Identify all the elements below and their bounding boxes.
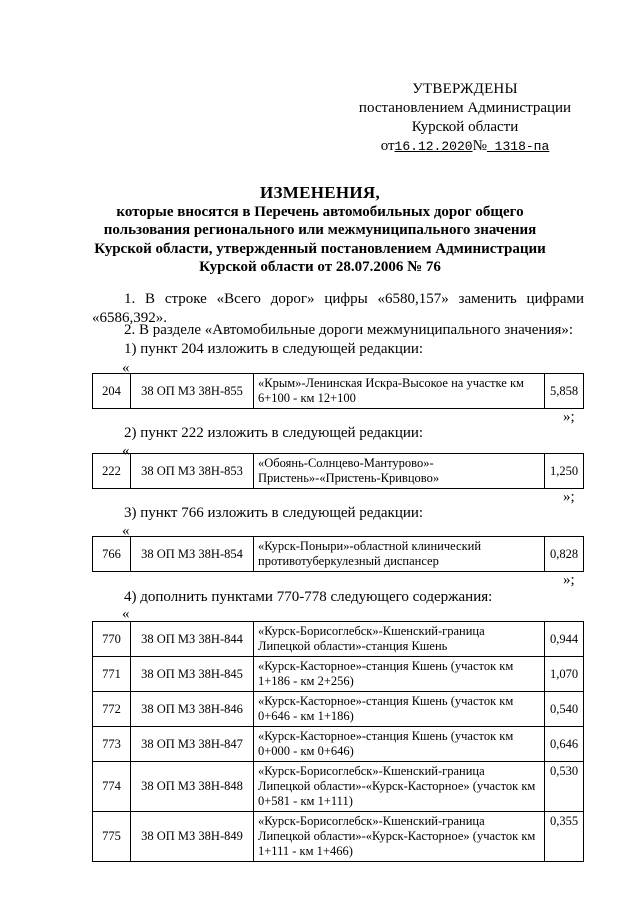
document-title [60, 184, 580, 277]
table-items-new [92, 621, 584, 862]
cell-num: 773 [93, 727, 131, 762]
title-line-4: Курской области от 28.07.2006 № 76 [199, 259, 441, 275]
title-line-3: Курской области, утвержденный постановлением Администрации [94, 240, 546, 257]
cell-code: 38 ОП МЗ 38Н-846 [131, 692, 254, 727]
cell-num: 766 [93, 537, 131, 572]
approval-number: 1318-па [486, 139, 550, 154]
subitem-4: 4) дополнить пунктами 770-778 следующего содержания: [124, 589, 493, 605]
table-row [93, 454, 584, 489]
title-main: ИЗМЕНЕНИЯ, [259, 183, 381, 202]
subitem-1: 1) пункт 204 изложить в следующей редакции: [124, 341, 424, 357]
cell-length: 1,070 [545, 657, 584, 692]
cell-length: 0,944 [545, 622, 584, 657]
cell-name: «Курск-Борисоглебск»-Кшенский-граница Липецкой области»-«Курск-Касторное» (участок км 1+111 - км 1+466) [254, 812, 545, 862]
approval-date-line [340, 137, 590, 156]
cell-code: 38 ОП МЗ 38Н-854 [131, 537, 254, 572]
cell-num: 775 [93, 812, 131, 862]
cell-name: «Курск-Борисоглебск»-Кшенский-граница Липецкой области»-«Курск-Касторное» (участок км 0+581 - км 1+111) [254, 762, 545, 812]
table-item-222 [92, 453, 584, 489]
approval-date: 16.12.2020 [394, 139, 473, 154]
approval-heading: УТВЕРЖДЕНЫ [412, 81, 518, 97]
title-line-2: пользования регионального или межмуниципального значения [103, 222, 537, 238]
cell-num: 772 [93, 692, 131, 727]
paragraph-1: 1. В строке «Всего дорог» цифры «6580,157» заменить цифрами «6586,392». [92, 291, 584, 326]
cell-length: 0,540 [545, 692, 584, 727]
cell-num: 770 [93, 622, 131, 657]
cell-name: «Обоянь-Солнцево-Мантурово»-Пристень»-«Пристень-Кривцово» [254, 454, 545, 489]
table-row [93, 622, 584, 657]
table-item-766 [92, 536, 584, 572]
cell-length: 5,858 [545, 374, 584, 409]
close-quote: »; [563, 572, 575, 588]
table-row [93, 762, 584, 812]
approval-line-2: Курской области [411, 119, 519, 135]
table-row [93, 692, 584, 727]
cell-code: 38 ОП МЗ 38Н-844 [131, 622, 254, 657]
cell-code: 38 ОП МЗ 38Н-849 [131, 812, 254, 862]
table-row [93, 537, 584, 572]
cell-name: «Курск-Касторное»-станция Кшень (участок км 0+646 - км 1+186) [254, 692, 545, 727]
cell-name: «Курск-Борисоглебск»-Кшенский-граница Липецкой области»-станция Кшень [254, 622, 545, 657]
cell-code: 38 ОП МЗ 38Н-845 [131, 657, 254, 692]
close-quote: »; [563, 489, 575, 505]
cell-code: 38 ОП МЗ 38Н-855 [131, 374, 254, 409]
cell-length: 1,250 [545, 454, 584, 489]
cell-code: 38 ОП МЗ 38Н-847 [131, 727, 254, 762]
paragraph-2: 2. В разделе «Автомобильные дороги межмуниципального значения»: [124, 322, 574, 338]
number-prefix: № [472, 138, 487, 154]
table-row [93, 657, 584, 692]
cell-code: 38 ОП МЗ 38Н-848 [131, 762, 254, 812]
open-quote: « [122, 360, 130, 376]
title-line-1: которые вносятся в Перечень автомобильных дорог общего [116, 203, 524, 220]
approval-line-1: постановлением Администрации [358, 100, 572, 116]
cell-length: 0,530 [545, 762, 584, 812]
cell-code: 38 ОП МЗ 38Н-853 [131, 454, 254, 489]
table-item-204 [92, 373, 584, 409]
cell-length: 0,646 [545, 727, 584, 762]
cell-num: 771 [93, 657, 131, 692]
table-row [93, 812, 584, 862]
date-prefix: от [380, 138, 395, 154]
cell-name: «Курск-Касторное»-станция Кшень (участок км 0+000 - км 0+646) [254, 727, 545, 762]
cell-length: 0,828 [545, 537, 584, 572]
open-quote: « [122, 443, 130, 459]
open-quote: « [122, 523, 130, 539]
open-quote: « [122, 606, 130, 622]
subitem-3: 3) пункт 766 изложить в следующей редакции: [124, 505, 424, 521]
subitem-2: 2) пункт 222 изложить в следующей редакции: [124, 425, 424, 441]
cell-num: 204 [93, 374, 131, 409]
table-row [93, 727, 584, 762]
cell-name: «Курск-Поныри»-областной клинический противотуберкулезный диспансер [254, 537, 545, 572]
cell-name: «Курск-Касторное»-станция Кшень (участок км 1+186 - км 2+256) [254, 657, 545, 692]
table-row [93, 374, 584, 409]
cell-num: 774 [93, 762, 131, 812]
close-quote: »; [563, 409, 575, 425]
cell-num: 222 [93, 454, 131, 489]
cell-length: 0,355 [545, 812, 584, 862]
cell-name: «Крым»-Ленинская Искра-Высокое на участке км 6+100 - км 12+100 [254, 374, 545, 409]
approval-stamp [340, 80, 590, 156]
